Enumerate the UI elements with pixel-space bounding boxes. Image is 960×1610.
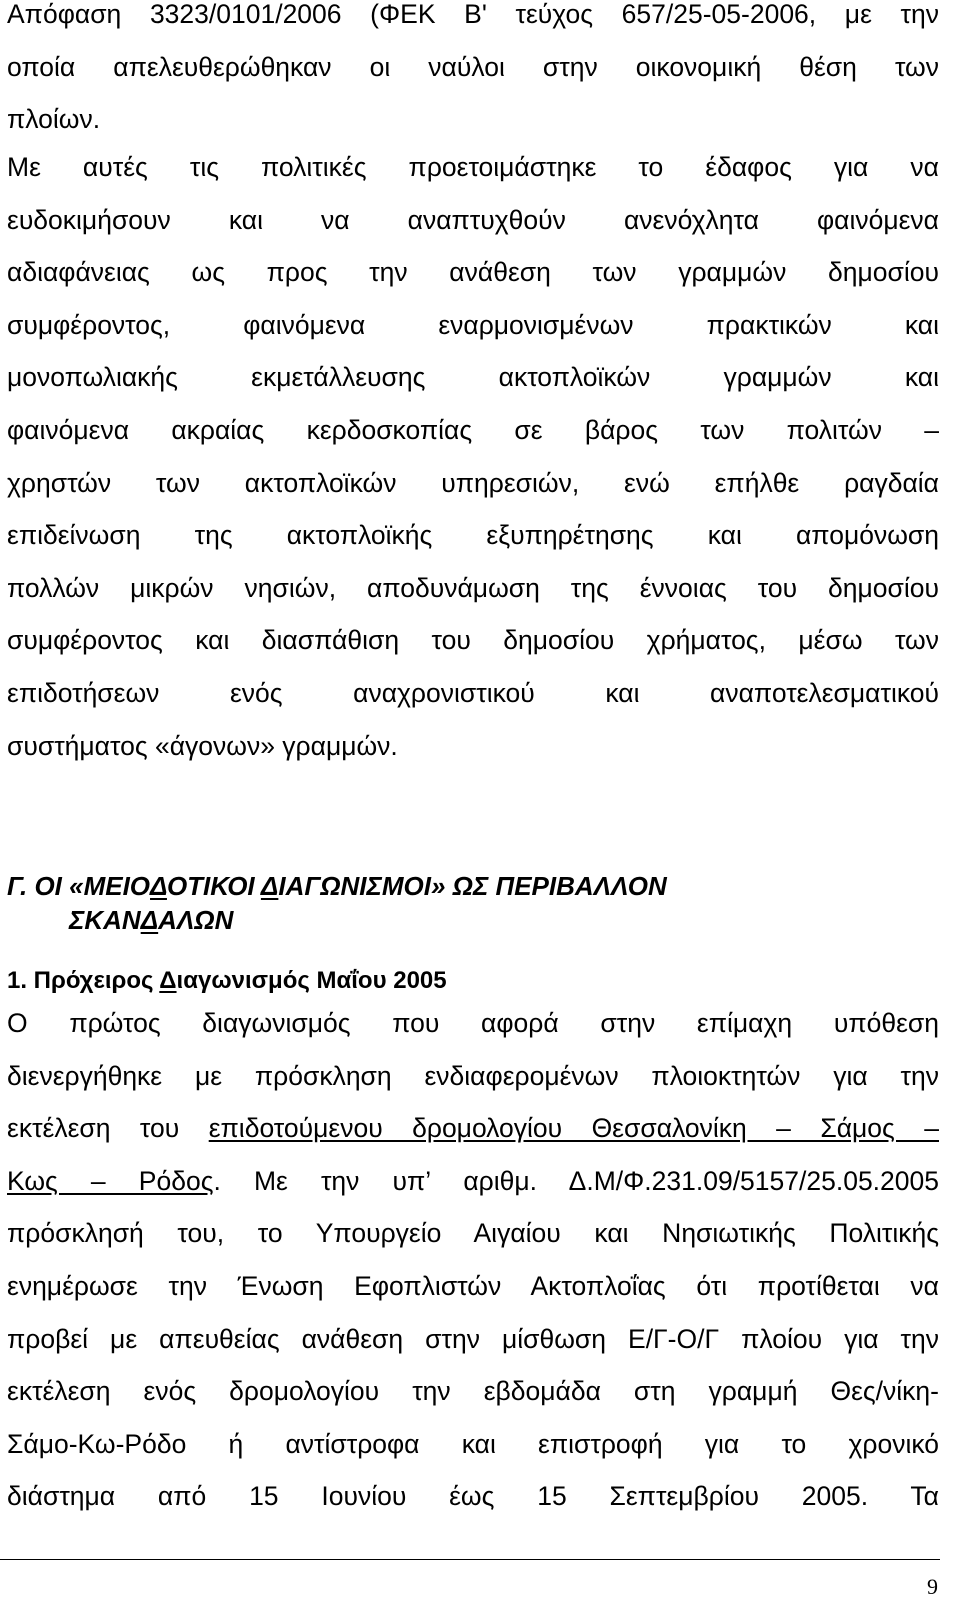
paragraph-policy-consequences	[7, 141, 939, 772]
paragraph-line: Κως – Ρόδος. Με την υπ’ αριθμ. Δ.Μ/Φ.231.09/5157/25.05.2005	[7, 1165, 939, 1196]
section-heading	[7, 869, 667, 937]
paragraph-line: διάστημα από 15 Ιουνίου έως 15 Σεπτεμβρίου 2005. Τα	[7, 1481, 939, 1512]
footer-divider	[0, 1559, 940, 1560]
paragraph-line: πολλών μικρών νησιών, αποδυνάμωση της έννοιας του δημοσίου	[7, 572, 939, 603]
paragraph-line: Με αυτές τις πολιτικές προετοιμάστηκε το έδαφος για να	[7, 152, 939, 182]
paragraph-line: πλοίων.	[7, 104, 101, 135]
paragraph-line: προβεί με απευθείας ανάθεση στην μίσθωση Ε/Γ-Ο/Γ πλοίου για την	[7, 1323, 939, 1354]
paragraph-line: διενεργήθηκε με πρόσκληση ενδιαφερομένων πλοιοκτητών για την	[7, 1060, 939, 1091]
paragraph-line: μονοπωλιακής εκμετάλλευσης ακτοπλοϊκών γραμμών και	[7, 362, 939, 393]
route-underlined-text: Κως – Ρόδος	[7, 1165, 214, 1196]
paragraph-line: ευδοκιμήσουν και να αναπτυχθούν ανενόχλητα φαινόμενα	[7, 204, 939, 235]
section-heading-line-1: Γ. ΟΙ «ΜΕΙΟΔΟΤΙΚΟΙ ΔΙΑΓΩΝΙΣΜΟΙ» ΩΣ ΠΕΡΙΒΑΛΛΟΝ	[7, 871, 667, 901]
paragraph-decision-reference	[7, 0, 939, 146]
paragraph-line: Σάμο-Κω-Ρόδο ή αντίστροφα και επιστροφή για το χρονικό	[7, 1428, 939, 1459]
paragraph-line: φαινόμενα ακραίας κερδοσκοπίας σε βάρος των πολιτών –	[7, 414, 939, 445]
paragraph-line: Απόφαση 3323/0101/2006 (ΦΕΚ Β' τεύχος 657/25-05-2006, με την	[7, 0, 939, 29]
subsection-heading: 1. Πρόχειρος Διαγωνισμός Μαΐου 2005	[7, 967, 447, 994]
paragraph-line: πρόσκλησή του, το Υπουργείο Αιγαίου και Νησιωτικής Πολιτικής	[7, 1218, 939, 1249]
paragraph-line: εκτέλεση ενός δρομολογίου την εβδομάδα στη γραμμή Θες/νίκη-	[7, 1376, 939, 1407]
paragraph-line: επιδείνωση της ακτοπλοϊκής εξυπηρέτησης και απομόνωση	[7, 520, 939, 551]
page-number: 9	[927, 1574, 938, 1599]
paragraph-line: συστήματος «άγονων» γραμμών.	[7, 730, 398, 761]
section-heading-line-2: ΣΚΑΝΔΑΛΩΝ	[69, 905, 234, 935]
paragraph-line: χρηστών των ακτοπλοϊκών υπηρεσιών, ενώ επήλθε ραγδαία	[7, 467, 939, 498]
paragraph-line: εκτέλεση του επιδοτούμενου δρομολογίου Θεσσαλονίκη – Σάμος –	[7, 1113, 939, 1144]
paragraph-line: ενημέρωσε την Ένωση Εφοπλιστών Ακτοπλοΐας ότι προτίθεται να	[7, 1270, 939, 1301]
paragraph-line: επιδοτήσεων ενός αναχρονιστικού και αναποτελεσματικού	[7, 677, 939, 708]
paragraph-line: συμφέροντος, φαινόμενα εναρμονισμένων πρακτικών και	[7, 309, 939, 340]
paragraph-line: αδιαφάνειας ως προς την ανάθεση των γραμμών δημοσίου	[7, 257, 939, 288]
paragraph-first-tender	[7, 997, 939, 1523]
paragraph-line: Ο πρώτος διαγωνισμός που αφορά στην επίμαχη υπόθεση	[7, 1008, 939, 1038]
route-underlined-text: επιδοτούμενου δρομολογίου Θεσσαλονίκη – Σάμος –	[208, 1113, 939, 1144]
paragraph-line: συμφέροντος και διασπάθιση του δημοσίου χρήματος, μέσω των	[7, 625, 939, 656]
paragraph-line: οποία απελευθερώθηκαν οι ναύλοι στην οικονομική θέση των	[7, 51, 939, 82]
